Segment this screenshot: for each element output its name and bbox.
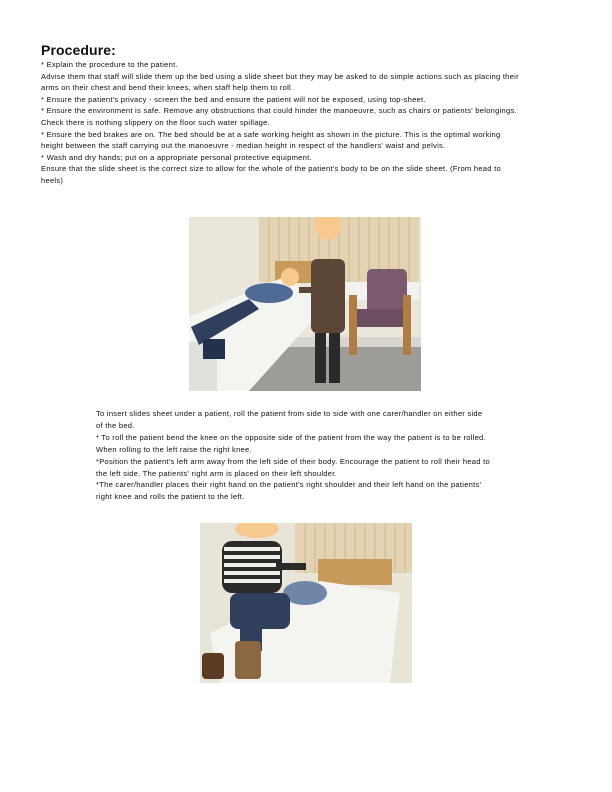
step-text: To insert slides sheet under a patient, roll the patient from side to side with one carer/handler on either side of the bed. bbox=[96, 409, 483, 430]
step-text: * Ensure the environment is safe. Remove any obstructions that could hinder the manoeuvre, such as chairs or patients' belongings. Check there is nothing slippery on the floor such water spillage. bbox=[41, 106, 517, 127]
step-text: * Ensure the patient's privacy - screen the bed and ensure the patient will not be exposed, using top-sheet. bbox=[41, 94, 426, 104]
step-text: Ensure that the slide sheet is the correct size to allow for the whole of the patient's body to be on the slide sheet. (From head to heels) bbox=[41, 164, 501, 185]
rolling-steps bbox=[96, 408, 491, 503]
step-text: * To roll the patient bend the knee on the opposite side of the patient from the way the patient is to be rolled. When rolling to the left raise the right knee. bbox=[96, 432, 486, 454]
step-text: * Ensure the bed brakes are on. The bed should be at a safe working height as shown in the picture. This is the optimal working height between the staff carrying out the manoeuvre - median height in respect of the handlers' waist and pelvis. bbox=[41, 129, 501, 151]
procedure-heading: Procedure: bbox=[41, 42, 116, 58]
step-text: * Wash and dry hands; put on a appropriate personal protective equipment. bbox=[41, 152, 312, 162]
rolling-patient-photo bbox=[200, 523, 412, 683]
step-text: Advise them that staff will slide them up the bed using a slide sheet but they may be asked to do simple actions such as placing their arms on their chest and bend their knees, when staff help them to roll. bbox=[41, 71, 519, 93]
step-text: *The carer/handler places their right hand on the patient's right shoulder and their left hand on the patients' right knee and rolls the patient to the left. bbox=[96, 480, 482, 502]
bed-height-photo bbox=[189, 217, 421, 391]
step-text: * Explain the procedure to the patient. bbox=[41, 60, 178, 69]
preparation-steps bbox=[41, 59, 521, 187]
step-text: *Position the patient's left arm away from the left side of their body. Encourage the patient to roll their head to the left side. The patients' right arm is placed on their left shoulder. bbox=[96, 456, 490, 478]
